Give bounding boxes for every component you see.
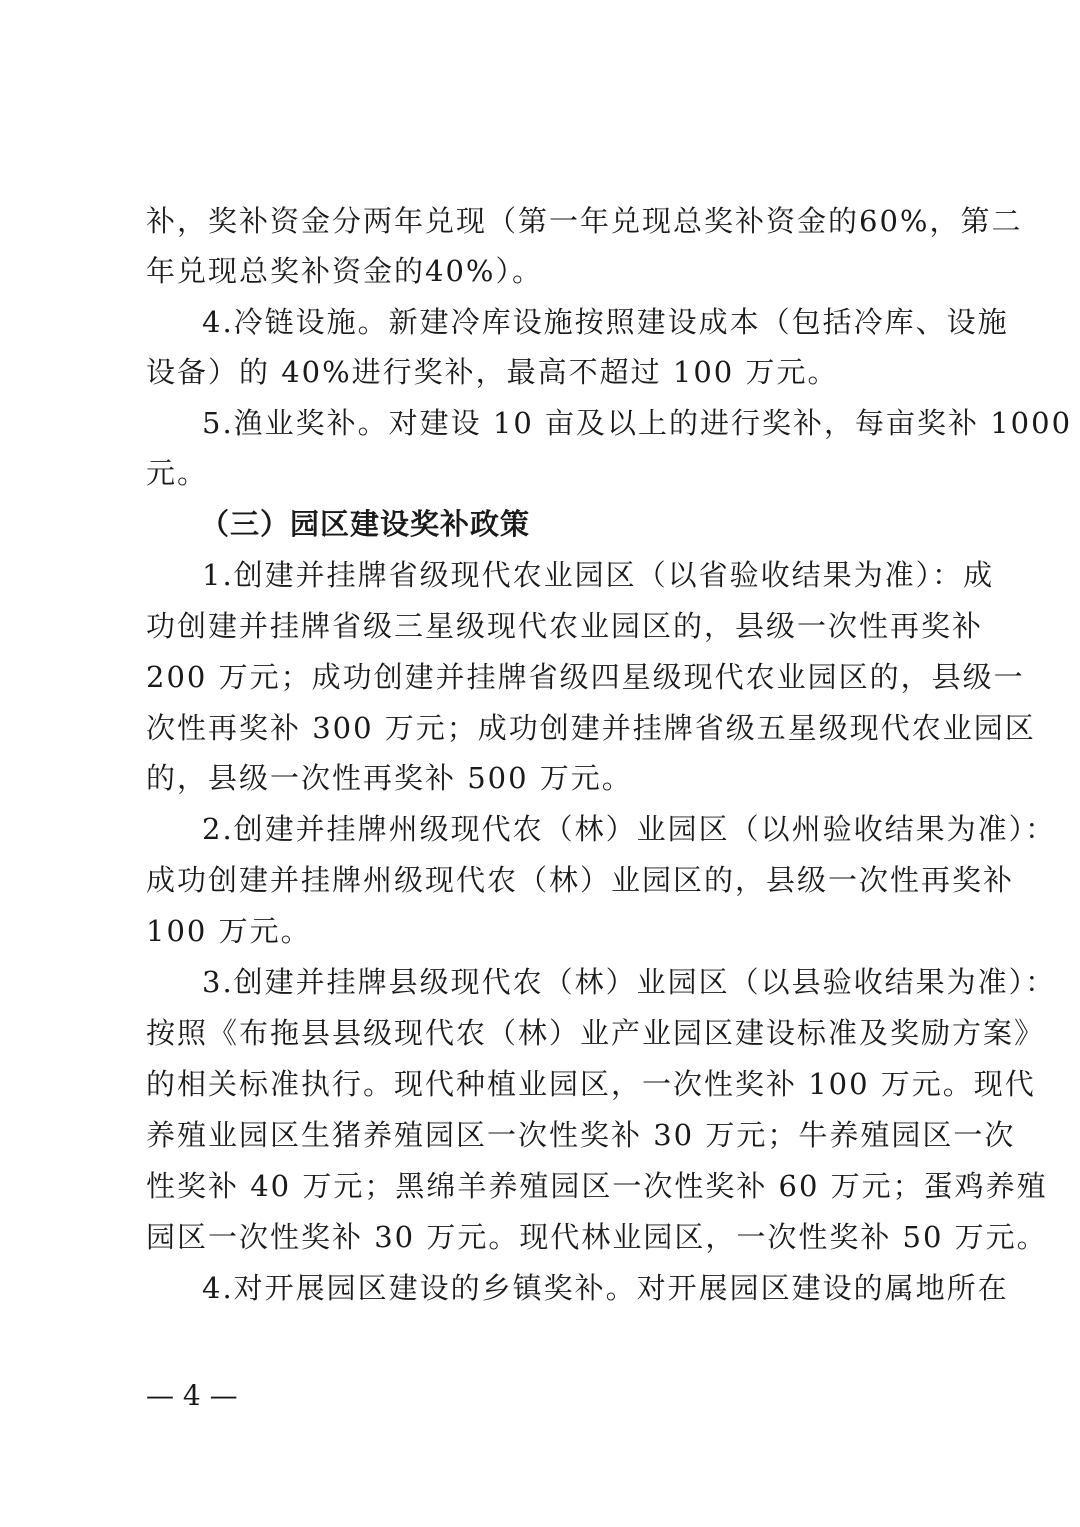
text-line-16: 3.创建并挂牌县级现代农（林）业园区（以县验收结果为准）： — [202, 965, 1057, 999]
text-line-21: 园区一次性奖补 30 万元。现代林业园区，一次性奖补 50 万元。 — [146, 1220, 1048, 1254]
text-line-11: 次性再奖补 300 万元；成功创建并挂牌省级五星级现代农业园区 — [146, 711, 1036, 745]
text-line-12: 的，县级一次性再奖补 500 万元。 — [146, 761, 633, 795]
text-line-14: 成功创建并挂牌州级现代农（林）业园区的，县级一次性再奖补 — [146, 863, 1015, 897]
text-line-2: 年兑现总奖补资金的40%）。 — [146, 254, 543, 288]
text-line-15: 100 万元。 — [146, 914, 312, 948]
text-line-10: 200 万元；成功创建并挂牌省级四星级现代农业园区的，县级一 — [146, 660, 1025, 694]
text-line-8: 1.创建并挂牌省级现代农业园区（以省验收结果为准）：成 — [202, 558, 995, 592]
text-line-1: 补，奖补资金分两年兑现（第一年兑现总奖补资金的60%，第二 — [146, 204, 1023, 238]
text-line-17: 按照《布拖县县级现代农（林）业产业园区建设标准及奖励方案》 — [146, 1016, 1046, 1050]
text-line-19: 养殖业园区生猪养殖园区一次性奖补 30 万元；牛养殖园区一次 — [146, 1118, 1016, 1152]
text-line-18: 的相关标准执行。现代种植业园区，一次性奖补 100 万元。现代 — [146, 1067, 1036, 1101]
text-line-20: 性奖补 40 万元；黑绵羊养殖园区一次性奖补 60 万元；蛋鸡养殖 — [146, 1169, 1048, 1203]
text-line-6: 元。 — [146, 456, 209, 490]
text-line-9: 功创建并挂牌省级三星级现代农业园区的，县级一次性再奖补 — [146, 609, 984, 643]
text-line-22: 4.对开展园区建设的乡镇奖补。对开展园区建设的属地所在 — [202, 1271, 1009, 1305]
text-line-3: 4.冷链设施。新建冷库设施按照建设成本（包括冷库、设施 — [202, 305, 1009, 339]
text-line-5: 5.渔业奖补。对建设 10 亩及以上的进行奖补，每亩奖补 1000 — [202, 406, 1073, 440]
page-number: — 4 — — [146, 1379, 238, 1412]
text-line-13: 2.创建并挂牌州级现代农（林）业园区（以州验收结果为准）： — [202, 812, 1057, 846]
section-heading: （三）园区建设奖补政策 — [200, 507, 531, 541]
text-line-4: 设备）的 40%进行奖补，最高不超过 100 万元。 — [146, 355, 839, 389]
